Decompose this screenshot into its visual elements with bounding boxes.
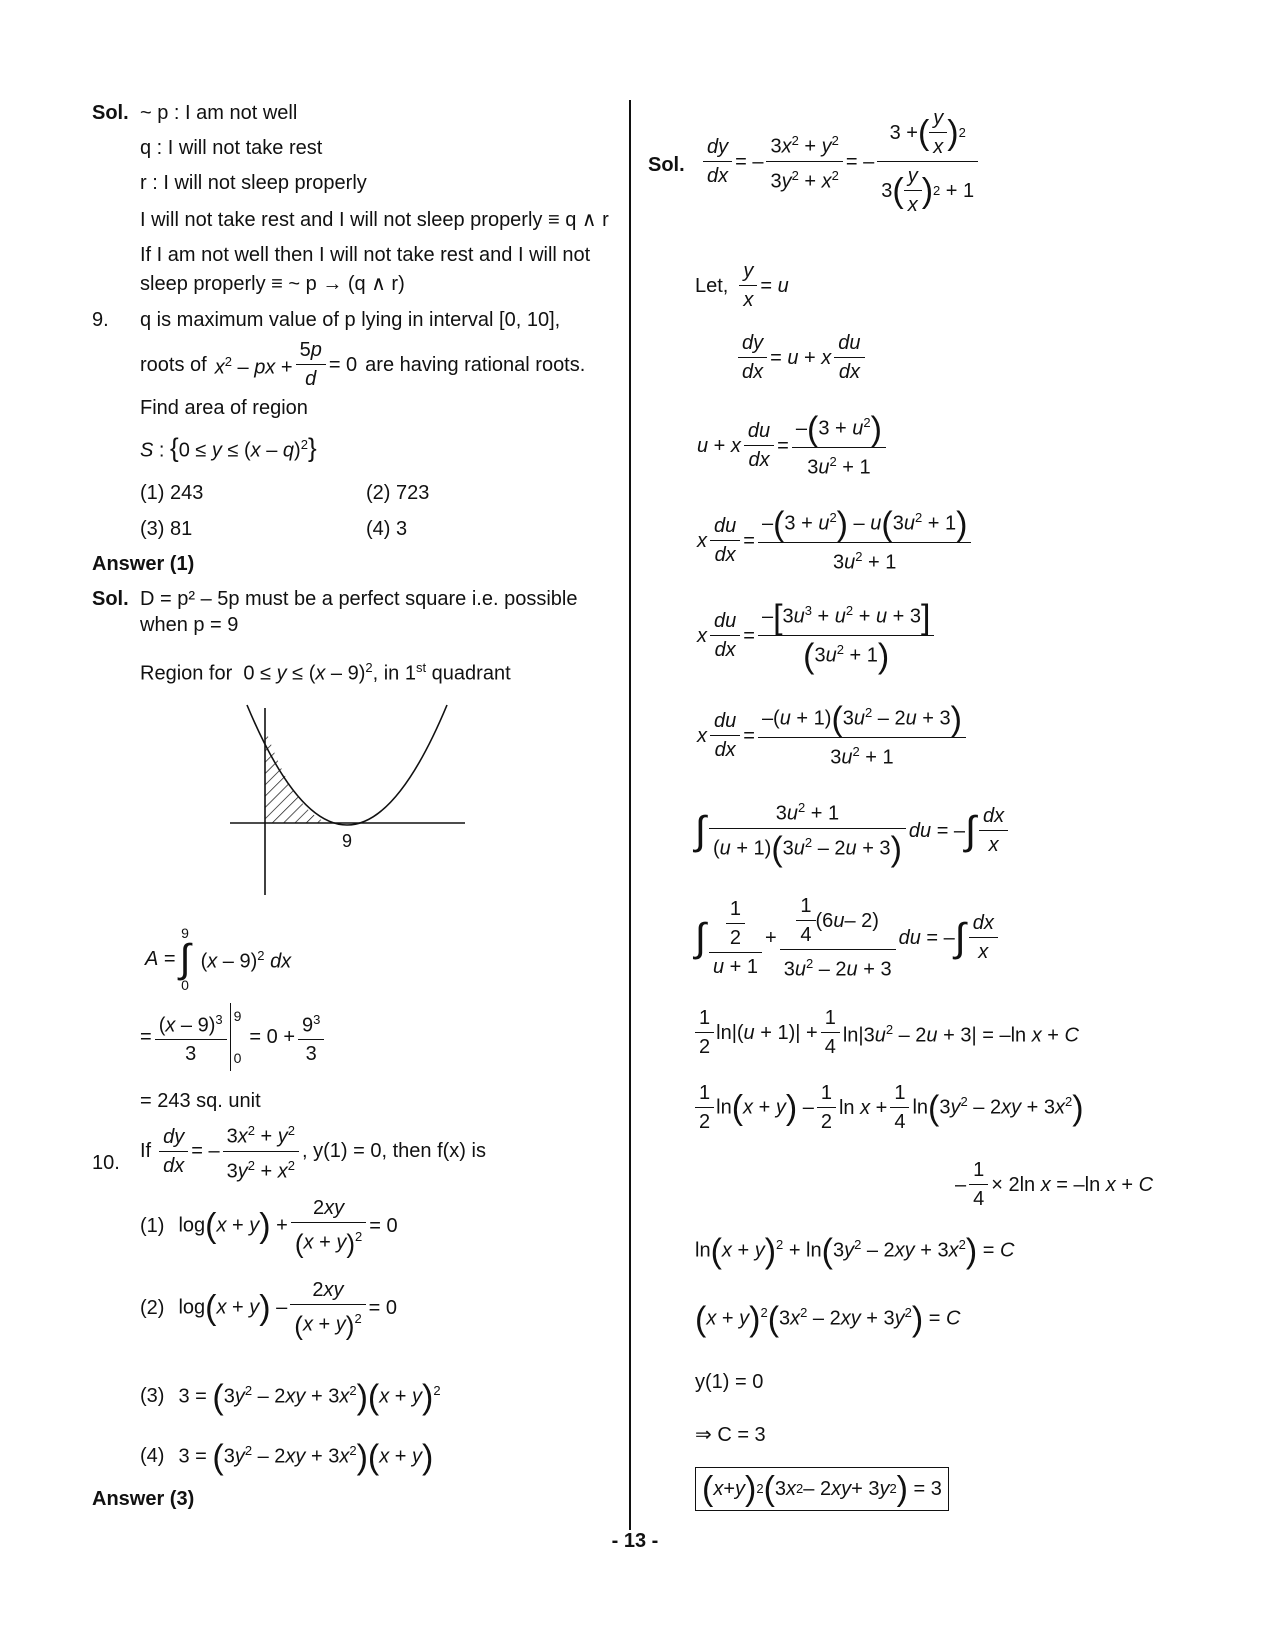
- log-equation: – $\frac{1}{4}$ × 2ln x = –ln x + C: [955, 1159, 1154, 1210]
- sol-line: If I am not well then I will not take rest and I will not: [140, 244, 591, 266]
- option: (2) log(x + y) – $\frac{2xy}{(x + y)^2}$ = 0: [140, 1279, 398, 1341]
- answer: Answer (1): [92, 553, 195, 575]
- final-answer-box: ( x + y ) 2 ( 3 x 2 – 2 xy + 3 y 2 ) = 3: [695, 1467, 949, 1511]
- fraction: $\frac{5p}{d}$: [296, 337, 326, 392]
- derivative-sub: $\frac{dy}{dx}$ = u + x $\frac{du}{dx}$: [735, 330, 868, 385]
- area-evaluation: = $\frac{(x - 9)^3}{3}$ 9 0 = 0 + $\frac{9^3}{3}$: [140, 1003, 327, 1071]
- sol-line: sleep properly ≡ ~ p → (q ∧ r): [140, 273, 405, 295]
- step-equation: x $\frac{du}{dx}$ = $\frac{-(u + 1)(3u^2 - 2u + 3)}{3u^2 + 1}$: [697, 700, 969, 771]
- partial-fraction: ∫ $\frac{\frac{1}{2}}{u + 1}$ + $\frac{1}{4}$ (6 u – 2) $3u^2 - 2u + 3$ du = – ∫ $\frac{dx}{x}$: [695, 893, 1001, 983]
- column-divider: [629, 100, 631, 1530]
- initial-condition: y(1) = 0: [695, 1371, 764, 1393]
- sol-line: I will not take rest and I will not sleep properly ≡ q ∧ r: [140, 209, 609, 231]
- region-line: Region for 0 ≤ y ≤ (x – 9)$^2$, in 1st quadrant: [140, 660, 511, 685]
- sol-line: q : I will not take rest: [140, 137, 323, 159]
- option-number: (4): [140, 1445, 165, 1468]
- equation: = 0: [328, 353, 358, 376]
- log-equation: $\frac{1}{2}$ ln|(u + 1)| + $\frac{1}{4}$ $\ln|3u^2 - 2u + 3| = -\ln$ x + C: [695, 1005, 1079, 1060]
- sol-line: r : I will not sleep properly: [140, 172, 367, 194]
- option: (3) $3 = (3y^2 - 2xy + 3x^2)(x + y)^2$: [140, 1378, 441, 1417]
- product-equation: $(x + y)^2(3x^2 - 2xy + 3y^2) = C$: [695, 1300, 961, 1339]
- let-text: Let,: [695, 274, 729, 297]
- question-number: 10.: [92, 1152, 120, 1174]
- option: (4) 3: [366, 518, 408, 540]
- area-result: = 243 sq. unit: [140, 1090, 261, 1112]
- option-number: (1): [140, 1214, 165, 1237]
- question-text-roots: [140, 337, 585, 392]
- question-text: If: [140, 1140, 152, 1163]
- option-number: (3): [140, 1385, 165, 1408]
- region-set: S : {0 ≤ y ≤ (x – q)$^2$}: [140, 432, 317, 463]
- sol-label: Sol.: [648, 154, 685, 176]
- option: (2) 723: [366, 482, 430, 504]
- sol-line: when p = 9: [140, 614, 239, 636]
- sol-line: ~ p : I am not well: [140, 102, 298, 124]
- question-text-ode: If $\frac{dy}{dx}$ = – $\frac{3x^2 + y^2}{3y^2 + x^2}$ , y(1) = 0, then f(x) is: [140, 1118, 486, 1184]
- sol-line: D = p² – 5p must be a perfect square i.e. possible: [140, 588, 578, 610]
- answer: Answer (3): [92, 1488, 195, 1510]
- question-text: are having rational roots.: [365, 353, 586, 376]
- question-text: q is maximum value of p lying in interval [0, 10],: [140, 309, 561, 331]
- question-text: roots of: [140, 353, 207, 376]
- area-integral: A = 9 ∫ 0 (x – 9)$^2$ dx: [145, 925, 292, 993]
- region-text: quadrant: [426, 662, 511, 685]
- option: (1) log(x + y) + $\frac{2xy}{(x + y)^2}$ = 0: [140, 1197, 398, 1259]
- region-text: Region for: [140, 662, 233, 685]
- region-text: st: [415, 660, 427, 675]
- question-text: Find area of region: [140, 397, 308, 419]
- shaded-region: [265, 728, 347, 824]
- constant-value: ⇒ C = 3: [695, 1424, 766, 1446]
- parabola-graph: [225, 700, 470, 900]
- option: (1) 243: [140, 482, 204, 504]
- step-equation: u + x $\frac{du}{dx}$ = $\frac{-(3 + u^2)}{3u^2 + 1}$: [697, 410, 889, 481]
- equation: $x^2$ – px +: [214, 353, 293, 379]
- graph-label: 9: [341, 831, 353, 851]
- substitution: Let, $\frac{y}{x}$ = u: [695, 260, 789, 311]
- ode-equation: $\frac{dy}{dx}$ = – $\frac{3x^2 + y^2}{3y^2 + x^2}$ = – 3 + ( $\frac{y}{x}$ ) 2 3 ( $\frac{y}{x}$ ) 2 + 1: [700, 105, 981, 218]
- log-equation: $\frac{1}{2}$ ln(x + y) – $\frac{1}{2}$ ln x + $\frac{1}{4}$ $\ln(3y^2 - 2xy + 3x^2)$: [695, 1080, 1084, 1135]
- option: (3) 81: [140, 518, 193, 540]
- integral-equation: ∫ $\frac{3u^2 + 1}{(u + 1)(3u^2 - 2u + 3)}$ du = – ∫ $\frac{dx}{x}$: [695, 795, 1011, 866]
- region-text: , in 1: [372, 662, 416, 685]
- step-equation: x $\frac{du}{dx}$ = $\frac{-(3 + u^2) - u(3u^2 + 1)}{3u^2 + 1}$: [697, 505, 974, 576]
- page-number: - 13 -: [611, 1530, 659, 1552]
- sol-label: Sol.: [92, 588, 129, 610]
- sol-label: Sol.: [92, 102, 129, 124]
- option-number: (2): [140, 1296, 165, 1319]
- log-equation: $\ln(x + y)^2 + \ln(3y^2 - 2xy + 3x^2) = C$: [695, 1232, 1015, 1271]
- step-equation: x $\frac{du}{dx}$ = $\frac{-[3u^3 + u^2 + u + 3]}{(3u^2 + 1)}$: [697, 598, 937, 674]
- question-number: 9.: [92, 309, 109, 331]
- question-text: , y(1) = 0, then f(x) is: [302, 1140, 486, 1163]
- option: (4) $3 = (3y^2 - 2xy + 3x^2)(x + y)$: [140, 1438, 434, 1477]
